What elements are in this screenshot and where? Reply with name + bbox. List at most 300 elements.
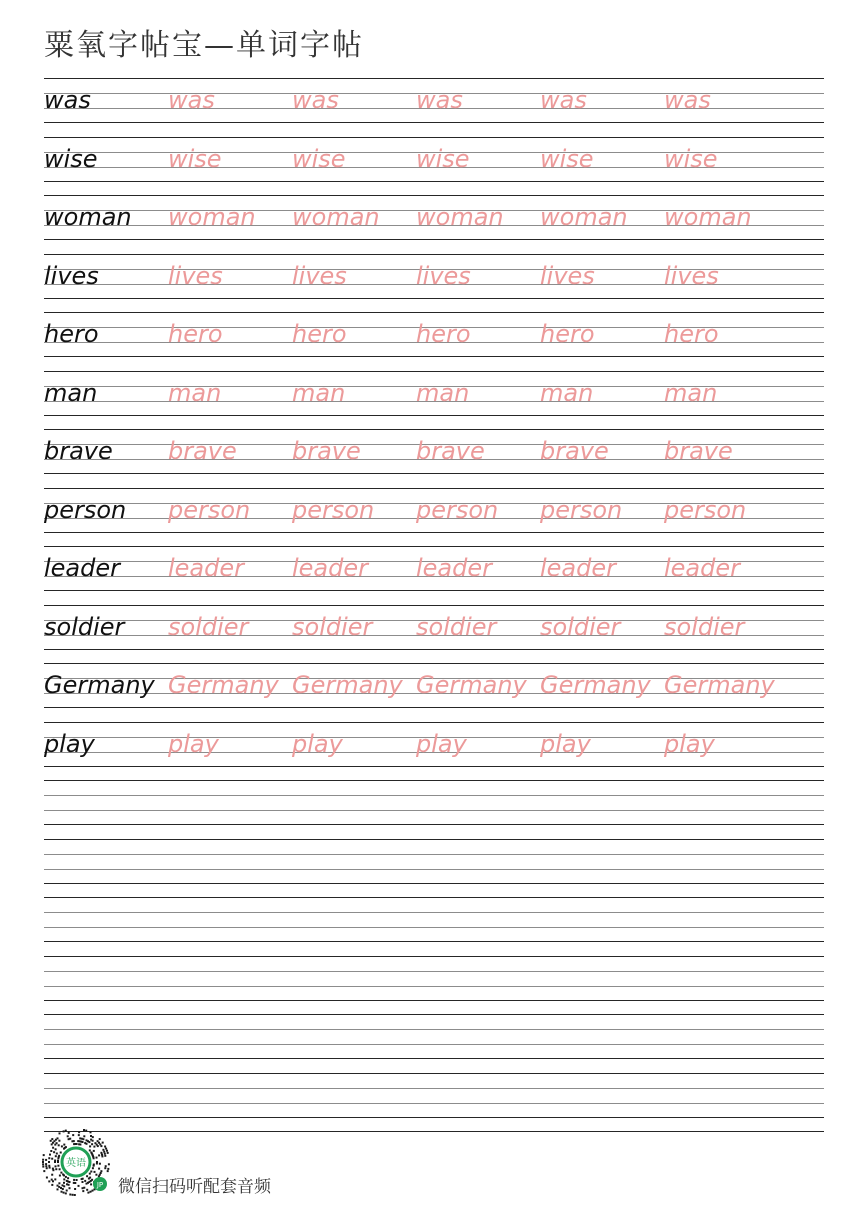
- qr-dot: [58, 1144, 60, 1146]
- ruled-line: [44, 854, 824, 855]
- qr-dot: [93, 1157, 95, 1159]
- qr-dot: [98, 1175, 100, 1177]
- qr-dot: [101, 1155, 103, 1157]
- word-row: [44, 839, 824, 898]
- model-word: woman: [44, 203, 132, 231]
- qr-badge-text: 英语: [66, 1158, 86, 1169]
- qr-dot: [105, 1148, 107, 1150]
- trace-word: was: [292, 86, 339, 114]
- qr-dot: [62, 1184, 64, 1186]
- word-row: [44, 605, 824, 664]
- word-row: [44, 195, 824, 254]
- qr-dot: [92, 1190, 94, 1192]
- trace-word: play: [292, 729, 343, 758]
- qr-dot: [74, 1194, 76, 1196]
- model-word: person: [44, 495, 127, 524]
- model-word: brave: [44, 437, 113, 465]
- qr-dot: [90, 1191, 92, 1193]
- word-row: [44, 488, 824, 547]
- ruled-line: [44, 1014, 824, 1015]
- qr-dot: [51, 1138, 53, 1140]
- qr-dot: [100, 1152, 102, 1154]
- model-word: wise: [44, 144, 98, 173]
- trace-word: person: [168, 495, 251, 524]
- qr-dot: [73, 1140, 75, 1142]
- ruled-line: [44, 312, 824, 313]
- qr-dot: [63, 1182, 65, 1184]
- qr-dot: [66, 1180, 68, 1182]
- ruled-line: [44, 429, 824, 430]
- qr-dot: [106, 1150, 108, 1152]
- qr-dot: [58, 1140, 60, 1142]
- qr-dot: [43, 1170, 45, 1172]
- trace-word: lives: [540, 261, 595, 290]
- qr-dot: [102, 1142, 104, 1144]
- qr-dot: [105, 1165, 107, 1167]
- ruled-line: [44, 795, 824, 796]
- qr-dot: [79, 1144, 81, 1146]
- ruled-line: [44, 722, 824, 723]
- qr-dot: [104, 1155, 106, 1157]
- word-group: [44, 263, 788, 289]
- word-group: [44, 497, 788, 523]
- qr-dot: [99, 1143, 101, 1145]
- qr-dot: [107, 1152, 109, 1154]
- ruled-line: [44, 1044, 824, 1045]
- trace-word: soldier: [168, 612, 249, 641]
- qr-dot: [104, 1167, 106, 1169]
- trace-word: hero: [292, 320, 347, 348]
- word-group: [44, 731, 788, 757]
- qr-dot: [73, 1182, 75, 1184]
- ruled-line: [44, 473, 824, 474]
- qr-dot: [99, 1138, 101, 1140]
- qr-dot: [98, 1142, 100, 1144]
- ruled-line: [44, 883, 824, 884]
- trace-word: leader: [416, 554, 493, 582]
- qr-dot: [42, 1166, 44, 1168]
- qr-dot: [83, 1187, 85, 1189]
- qr-dot: [63, 1192, 65, 1194]
- qr-dot: [60, 1152, 62, 1154]
- trace-word: hero: [540, 320, 595, 348]
- footer: [40, 1126, 360, 1202]
- ruled-line: [44, 1117, 824, 1118]
- qr-dot: [82, 1190, 84, 1192]
- qr-dot: [96, 1163, 98, 1165]
- qr-dot: [78, 1134, 80, 1136]
- qr-dot: [63, 1178, 65, 1180]
- qr-dot: [100, 1172, 102, 1174]
- qr-dot: [76, 1143, 78, 1145]
- qr-dot: [63, 1130, 65, 1132]
- qr-dot: [102, 1149, 104, 1151]
- ruled-line: [44, 590, 824, 591]
- qr-dot: [48, 1157, 50, 1159]
- trace-word: Germany: [416, 671, 527, 699]
- ruled-line: [44, 707, 824, 708]
- page-title: 粟氧字帖宝—单词字帖: [44, 28, 364, 63]
- ruled-line: [44, 780, 824, 781]
- qr-dot: [78, 1131, 80, 1133]
- qr-dot: [86, 1143, 88, 1145]
- qr-dot: [50, 1150, 52, 1152]
- model-word: lives: [44, 261, 99, 290]
- word-group: [44, 438, 788, 464]
- qr-dot: [89, 1149, 91, 1151]
- qr-dot: [92, 1136, 94, 1138]
- qr-dot: [49, 1167, 51, 1169]
- trace-word: was: [416, 86, 463, 114]
- footer-text: 微信扫码听配套音频: [118, 1177, 271, 1197]
- ruled-line: [44, 766, 824, 767]
- word-row: [44, 722, 824, 781]
- ruled-line: [44, 649, 824, 650]
- word-row: [44, 429, 824, 488]
- trace-word: man: [416, 378, 470, 407]
- ruled-line: [44, 824, 824, 825]
- word-row: [44, 78, 824, 137]
- ruled-line: [44, 941, 824, 942]
- ruled-line: [44, 912, 824, 913]
- trace-word: soldier: [664, 612, 745, 641]
- qr-dot: [95, 1174, 97, 1176]
- qr-dot: [48, 1180, 50, 1182]
- trace-word: person: [292, 495, 375, 524]
- ruled-line: [44, 137, 824, 138]
- qr-dot: [43, 1154, 45, 1156]
- trace-word: Germany: [540, 671, 651, 699]
- qr-dot: [86, 1183, 88, 1185]
- trace-word: hero: [168, 320, 223, 348]
- qr-dot: [65, 1192, 67, 1194]
- qr-dot: [45, 1165, 47, 1167]
- word-row: [44, 780, 824, 839]
- qr-dot: [92, 1167, 94, 1169]
- word-row: [44, 897, 824, 956]
- trace-word: play: [416, 729, 467, 758]
- model-word: soldier: [44, 612, 125, 641]
- model-word: hero: [44, 320, 99, 348]
- trace-word: person: [540, 495, 623, 524]
- ruled-line: [44, 415, 824, 416]
- qr-dot: [52, 1168, 54, 1170]
- ruled-line: [44, 971, 824, 972]
- ruled-line: [44, 1058, 824, 1059]
- qr-dot: [89, 1145, 91, 1147]
- trace-word: woman: [292, 203, 380, 231]
- ruled-line: [44, 1103, 824, 1104]
- qr-dot: [83, 1135, 85, 1137]
- qr-dot: [55, 1168, 57, 1170]
- qr-dot: [65, 1130, 67, 1132]
- trace-word: brave: [168, 437, 237, 465]
- qr-dot: [68, 1132, 70, 1134]
- trace-word: brave: [664, 437, 733, 465]
- qr-dot: [92, 1140, 94, 1142]
- qr-dot: [61, 1145, 63, 1147]
- ruled-line: [44, 1029, 824, 1030]
- trace-word: lives: [416, 261, 471, 290]
- qr-dot: [59, 1132, 61, 1134]
- qr-dot: [65, 1176, 67, 1178]
- ruled-line: [44, 986, 824, 987]
- trace-word: man: [540, 378, 594, 407]
- trace-word: leader: [168, 554, 245, 582]
- qr-dot: [55, 1155, 57, 1157]
- qr-dot: [46, 1167, 48, 1169]
- qr-dot: [60, 1172, 62, 1174]
- qr-dot: [57, 1185, 59, 1187]
- qr-dot: [42, 1159, 44, 1161]
- qr-dot: [108, 1163, 110, 1165]
- ruled-line: [44, 254, 824, 255]
- qr-dot: [54, 1178, 56, 1180]
- word-group: [44, 380, 788, 406]
- word-group: [44, 204, 788, 230]
- trace-word: man: [168, 378, 222, 407]
- trace-word: man: [292, 378, 346, 407]
- qr-dot: [82, 1138, 84, 1140]
- word-group: [44, 672, 788, 698]
- qr-dot: [67, 1135, 69, 1137]
- trace-word: wise: [416, 144, 470, 173]
- trace-word: woman: [168, 203, 256, 231]
- qr-dot: [91, 1143, 93, 1145]
- qr-dot: [50, 1140, 52, 1142]
- ruled-line: [44, 1073, 824, 1074]
- qr-dot: [107, 1168, 109, 1170]
- ruled-line: [44, 605, 824, 606]
- qr-dot: [99, 1163, 101, 1165]
- qr-dot: [42, 1163, 44, 1165]
- trace-word: play: [168, 729, 219, 758]
- qr-dot: [45, 1159, 47, 1161]
- ruled-line: [44, 663, 824, 664]
- qr-dot: [100, 1145, 102, 1147]
- qr-dot: [87, 1192, 89, 1194]
- word-group: [44, 321, 788, 347]
- trace-word: Germany: [664, 671, 775, 699]
- qr-dot: [86, 1189, 88, 1191]
- word-row: [44, 371, 824, 430]
- trace-word: person: [416, 495, 499, 524]
- qr-dot: [86, 1175, 88, 1177]
- trace-word: hero: [664, 320, 719, 348]
- qr-dot: [85, 1130, 87, 1132]
- qr-dot: [82, 1187, 84, 1189]
- model-word: play: [44, 729, 95, 758]
- qr-dot: [74, 1188, 76, 1190]
- trace-word: lives: [292, 261, 347, 290]
- qr-dot: [55, 1165, 57, 1167]
- qr-code-icon[interactable]: [40, 1126, 110, 1196]
- qr-dot: [59, 1168, 61, 1170]
- qr-dot: [48, 1161, 50, 1163]
- qr-dot: [62, 1174, 64, 1176]
- qr-dot: [81, 1178, 83, 1180]
- qr-dot: [73, 1179, 75, 1181]
- trace-word: soldier: [540, 612, 621, 641]
- qr-dot: [58, 1182, 60, 1184]
- qr-dot: [104, 1153, 106, 1155]
- qr-dot: [63, 1144, 65, 1146]
- ruled-line: [44, 839, 824, 840]
- qr-dot: [60, 1187, 62, 1189]
- ruled-line: [44, 869, 824, 870]
- qr-dot: [72, 1194, 74, 1196]
- qr-dot: [98, 1168, 100, 1170]
- word-group: [44, 87, 788, 113]
- word-row: [44, 312, 824, 371]
- trace-word: play: [664, 729, 715, 758]
- trace-word: play: [540, 729, 591, 758]
- copybook-sheet: [44, 78, 824, 1132]
- qr-dot: [61, 1191, 63, 1193]
- ruled-line: [44, 371, 824, 372]
- qr-dot: [89, 1173, 91, 1175]
- trace-word: wise: [664, 144, 718, 173]
- qr-dot: [69, 1187, 71, 1189]
- trace-word: wise: [168, 144, 222, 173]
- qr-dot: [93, 1150, 95, 1152]
- ruled-line: [44, 810, 824, 811]
- qr-dot: [82, 1141, 84, 1143]
- model-word: leader: [44, 554, 121, 582]
- ruled-line: [44, 488, 824, 489]
- trace-word: was: [664, 86, 711, 114]
- model-word: man: [44, 378, 98, 407]
- qr-dot: [53, 1151, 55, 1153]
- model-word: Germany: [44, 671, 155, 699]
- ruled-line: [44, 298, 824, 299]
- qr-dot: [103, 1151, 105, 1153]
- ruled-line: [44, 897, 824, 898]
- qr-dot: [52, 1180, 54, 1182]
- qr-dot: [96, 1157, 98, 1159]
- trace-word: wise: [292, 144, 346, 173]
- word-row: [44, 546, 824, 605]
- qr-dot: [97, 1145, 99, 1147]
- word-row: [44, 663, 824, 722]
- trace-word: woman: [664, 203, 752, 231]
- trace-word: brave: [540, 437, 609, 465]
- qr-dot: [59, 1175, 61, 1177]
- qr-dot: [90, 1171, 92, 1173]
- qr-dot: [57, 1188, 59, 1190]
- qr-dot: [51, 1179, 53, 1181]
- qr-dot: [90, 1131, 92, 1133]
- trace-word: person: [664, 495, 747, 524]
- word-row: [44, 254, 824, 313]
- trace-word: wise: [540, 144, 594, 173]
- trace-word: soldier: [416, 612, 497, 641]
- qr-dot: [46, 1177, 48, 1179]
- qr-dot: [67, 1177, 69, 1179]
- trace-word: was: [540, 86, 587, 114]
- ruled-line: [44, 239, 824, 240]
- trace-word: Germany: [292, 671, 403, 699]
- trace-word: brave: [292, 437, 361, 465]
- qr-dot: [56, 1142, 58, 1144]
- qr-dot: [76, 1179, 78, 1181]
- qr-dot: [98, 1154, 100, 1156]
- qr-dot: [93, 1146, 95, 1148]
- qr-dot: [48, 1165, 50, 1167]
- trace-word: lives: [168, 261, 223, 290]
- qr-dot: [58, 1155, 60, 1157]
- qr-dot: [90, 1183, 92, 1185]
- word-group: [44, 146, 788, 172]
- trace-word: woman: [540, 203, 628, 231]
- qr-dot: [62, 1188, 64, 1190]
- qr-dot: [51, 1184, 53, 1186]
- qr-dot: [104, 1146, 106, 1148]
- ruled-line: [44, 1000, 824, 1001]
- trace-word: woman: [416, 203, 504, 231]
- qr-dot: [84, 1180, 86, 1182]
- ruled-line: [44, 195, 824, 196]
- ruled-line: [44, 532, 824, 533]
- qr-dot: [52, 1147, 54, 1149]
- qr-dot: [49, 1154, 51, 1156]
- qr-dot: [69, 1138, 71, 1140]
- qr-dot: [54, 1160, 56, 1162]
- model-word: was: [44, 86, 91, 114]
- qr-dot: [42, 1161, 44, 1163]
- qr-dot: [51, 1174, 53, 1176]
- trace-word: man: [664, 378, 718, 407]
- ruled-line: [44, 956, 824, 957]
- qr-dot: [57, 1165, 59, 1167]
- qr-dot: [101, 1154, 103, 1156]
- qr-dot: [45, 1163, 47, 1165]
- trace-word: leader: [292, 554, 369, 582]
- trace-word: leader: [664, 554, 741, 582]
- qr-dot: [90, 1135, 92, 1137]
- word-group: [44, 614, 788, 640]
- trace-word: Germany: [168, 671, 279, 699]
- qr-dot: [94, 1171, 96, 1173]
- ruled-line: [44, 181, 824, 182]
- qr-dot: [78, 1185, 80, 1187]
- word-row: [44, 137, 824, 196]
- trace-word: lives: [664, 261, 719, 290]
- ruled-line: [44, 78, 824, 79]
- ruled-line: [44, 356, 824, 357]
- trace-word: was: [168, 86, 215, 114]
- qr-dot: [66, 1190, 68, 1192]
- qr-dot: [51, 1143, 53, 1145]
- qr-dot: [57, 1160, 59, 1162]
- qr-dot: [107, 1170, 109, 1172]
- trace-word: leader: [540, 554, 617, 582]
- ruled-line: [44, 122, 824, 123]
- qr-corner-text: JP: [96, 1181, 104, 1189]
- qr-dot: [93, 1165, 95, 1167]
- qr-dot: [88, 1141, 90, 1143]
- qr-dot: [72, 1134, 74, 1136]
- qr-dot: [65, 1146, 67, 1148]
- qr-dot: [56, 1153, 58, 1155]
- qr-dot: [82, 1181, 84, 1183]
- ruled-line: [44, 546, 824, 547]
- word-group: [44, 555, 788, 581]
- ruled-line: [44, 927, 824, 928]
- qr-dot: [69, 1194, 71, 1196]
- word-row: [44, 1073, 824, 1132]
- word-row: [44, 956, 824, 1015]
